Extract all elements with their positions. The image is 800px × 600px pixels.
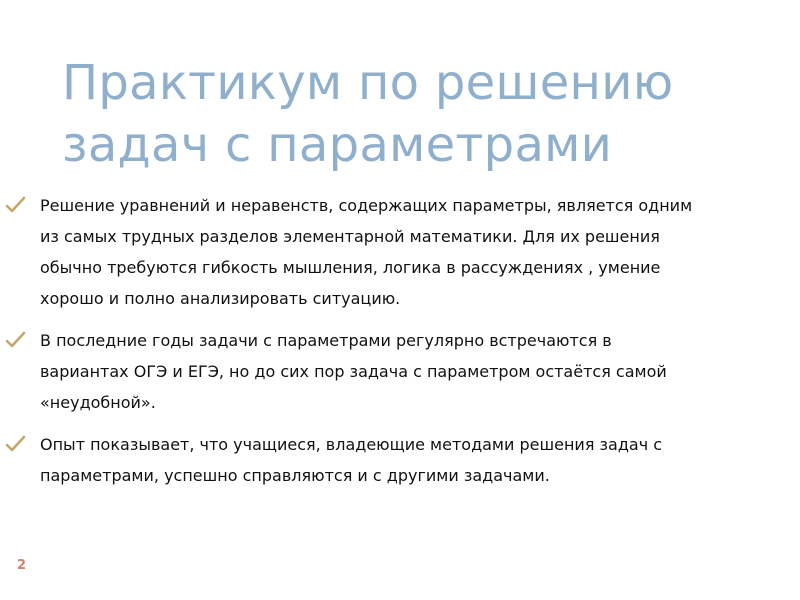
slide-number: 2: [17, 558, 27, 573]
bullet-list: [0, 190, 800, 502]
slide-title-line-2: задач с параметрами: [62, 117, 613, 173]
slide-title-line-1: Практикум по решению: [62, 55, 674, 111]
slide-title: [62, 52, 782, 176]
bullet-item: [0, 325, 800, 418]
bullet-text: Решение уравнений и неравенств, содержащих параметры, является одним из самых трудных разделов элементарной математики. Для их решения обычно требуются гибкость мышления, логика в рассуждениях , умение хорошо и полно анализировать ситуацию.: [40, 196, 693, 308]
checkmark-icon: [4, 432, 28, 456]
bullet-text: В последние годы задачи с параметрами регулярно встречаются в вариантах ОГЭ и ЕГЭ, но до сих пор задача с параметром остаётся самой «неудобной».: [40, 331, 667, 412]
bullet-item: [0, 190, 800, 314]
checkmark-icon: [4, 193, 28, 217]
checkmark-icon: [4, 328, 28, 352]
bullet-item: [0, 429, 800, 491]
bullet-text: Опыт показывает, что учащиеся, владеющие методами решения задач с параметрами, успешно справляются и с другими задачами.: [40, 435, 663, 485]
